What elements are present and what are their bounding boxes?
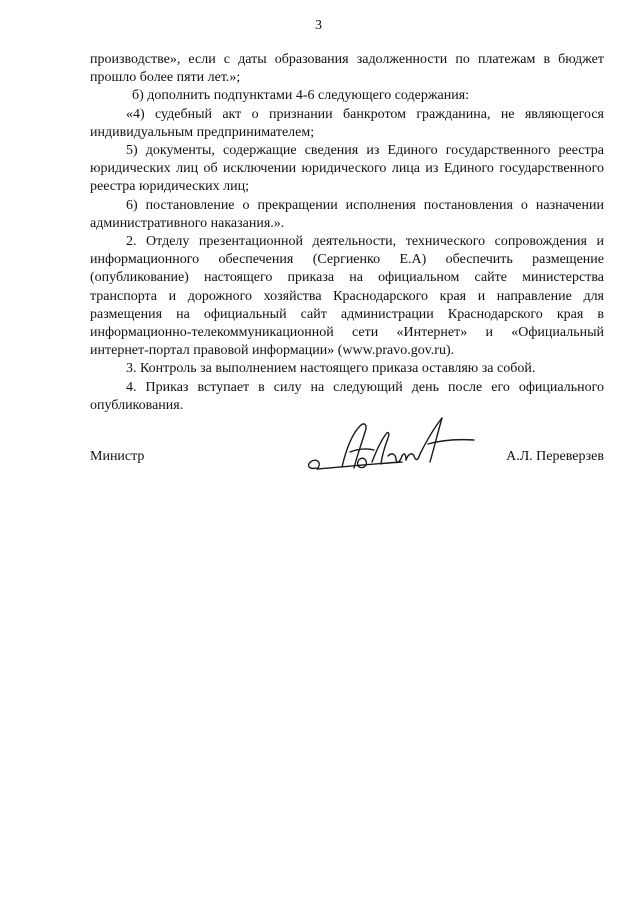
signer-title: Министр (90, 449, 145, 464)
paragraph-point-3: 3. Контроль за выполнением настоящего приказа оставляю за собой. (126, 361, 536, 377)
paragraph-point-2: 2. Отделу презентационной деятельности, технического сопровождения и информационного обеспечения (Сергиенко Е.А) обеспечить размещение (опубликование) настоящего приказа на официальном сайте министерства транспорта и дорожного хозяйства Краснодарского края и направление для размещения на официальный сайт администрации Краснодарского края в информационно-телекоммуникационной сети «Интернет» и «Официальный интернет-портал правовой информации» (www.pravo.gov.ru). (90, 234, 604, 359)
document-body (90, 51, 604, 415)
signature-block (90, 412, 604, 482)
paragraph-subpoint-b: б) дополнить подпунктами 4-6 следующего содержания: (132, 88, 470, 104)
paragraph-subpoint-4: «4) судебный акт о признании банкротом гражданина, не являющегося индивидуальным предпринимателем; (90, 106, 604, 140)
paragraph-continuation: производстве», если с даты образования задолженности по платежам в бюджет прошло более пяти лет.»; (90, 52, 604, 86)
page-number: 3 (315, 18, 322, 33)
paragraph-subpoint-6: 6) постановление о прекращении исполнения постановления о назначении административного наказания.». (90, 197, 604, 231)
paragraph-subpoint-5: 5) документы, содержащие сведения из Единого государственного реестра юридических лиц об исключении юридического лица из Единого государственного реестра юридических лиц; (90, 143, 604, 195)
signer-name: А.Л. Переверзев (506, 449, 604, 464)
handwritten-signature-icon (302, 412, 492, 482)
paragraph-point-4: 4. Приказ вступает в силу на следующий день после его официального опубликования. (90, 379, 604, 413)
